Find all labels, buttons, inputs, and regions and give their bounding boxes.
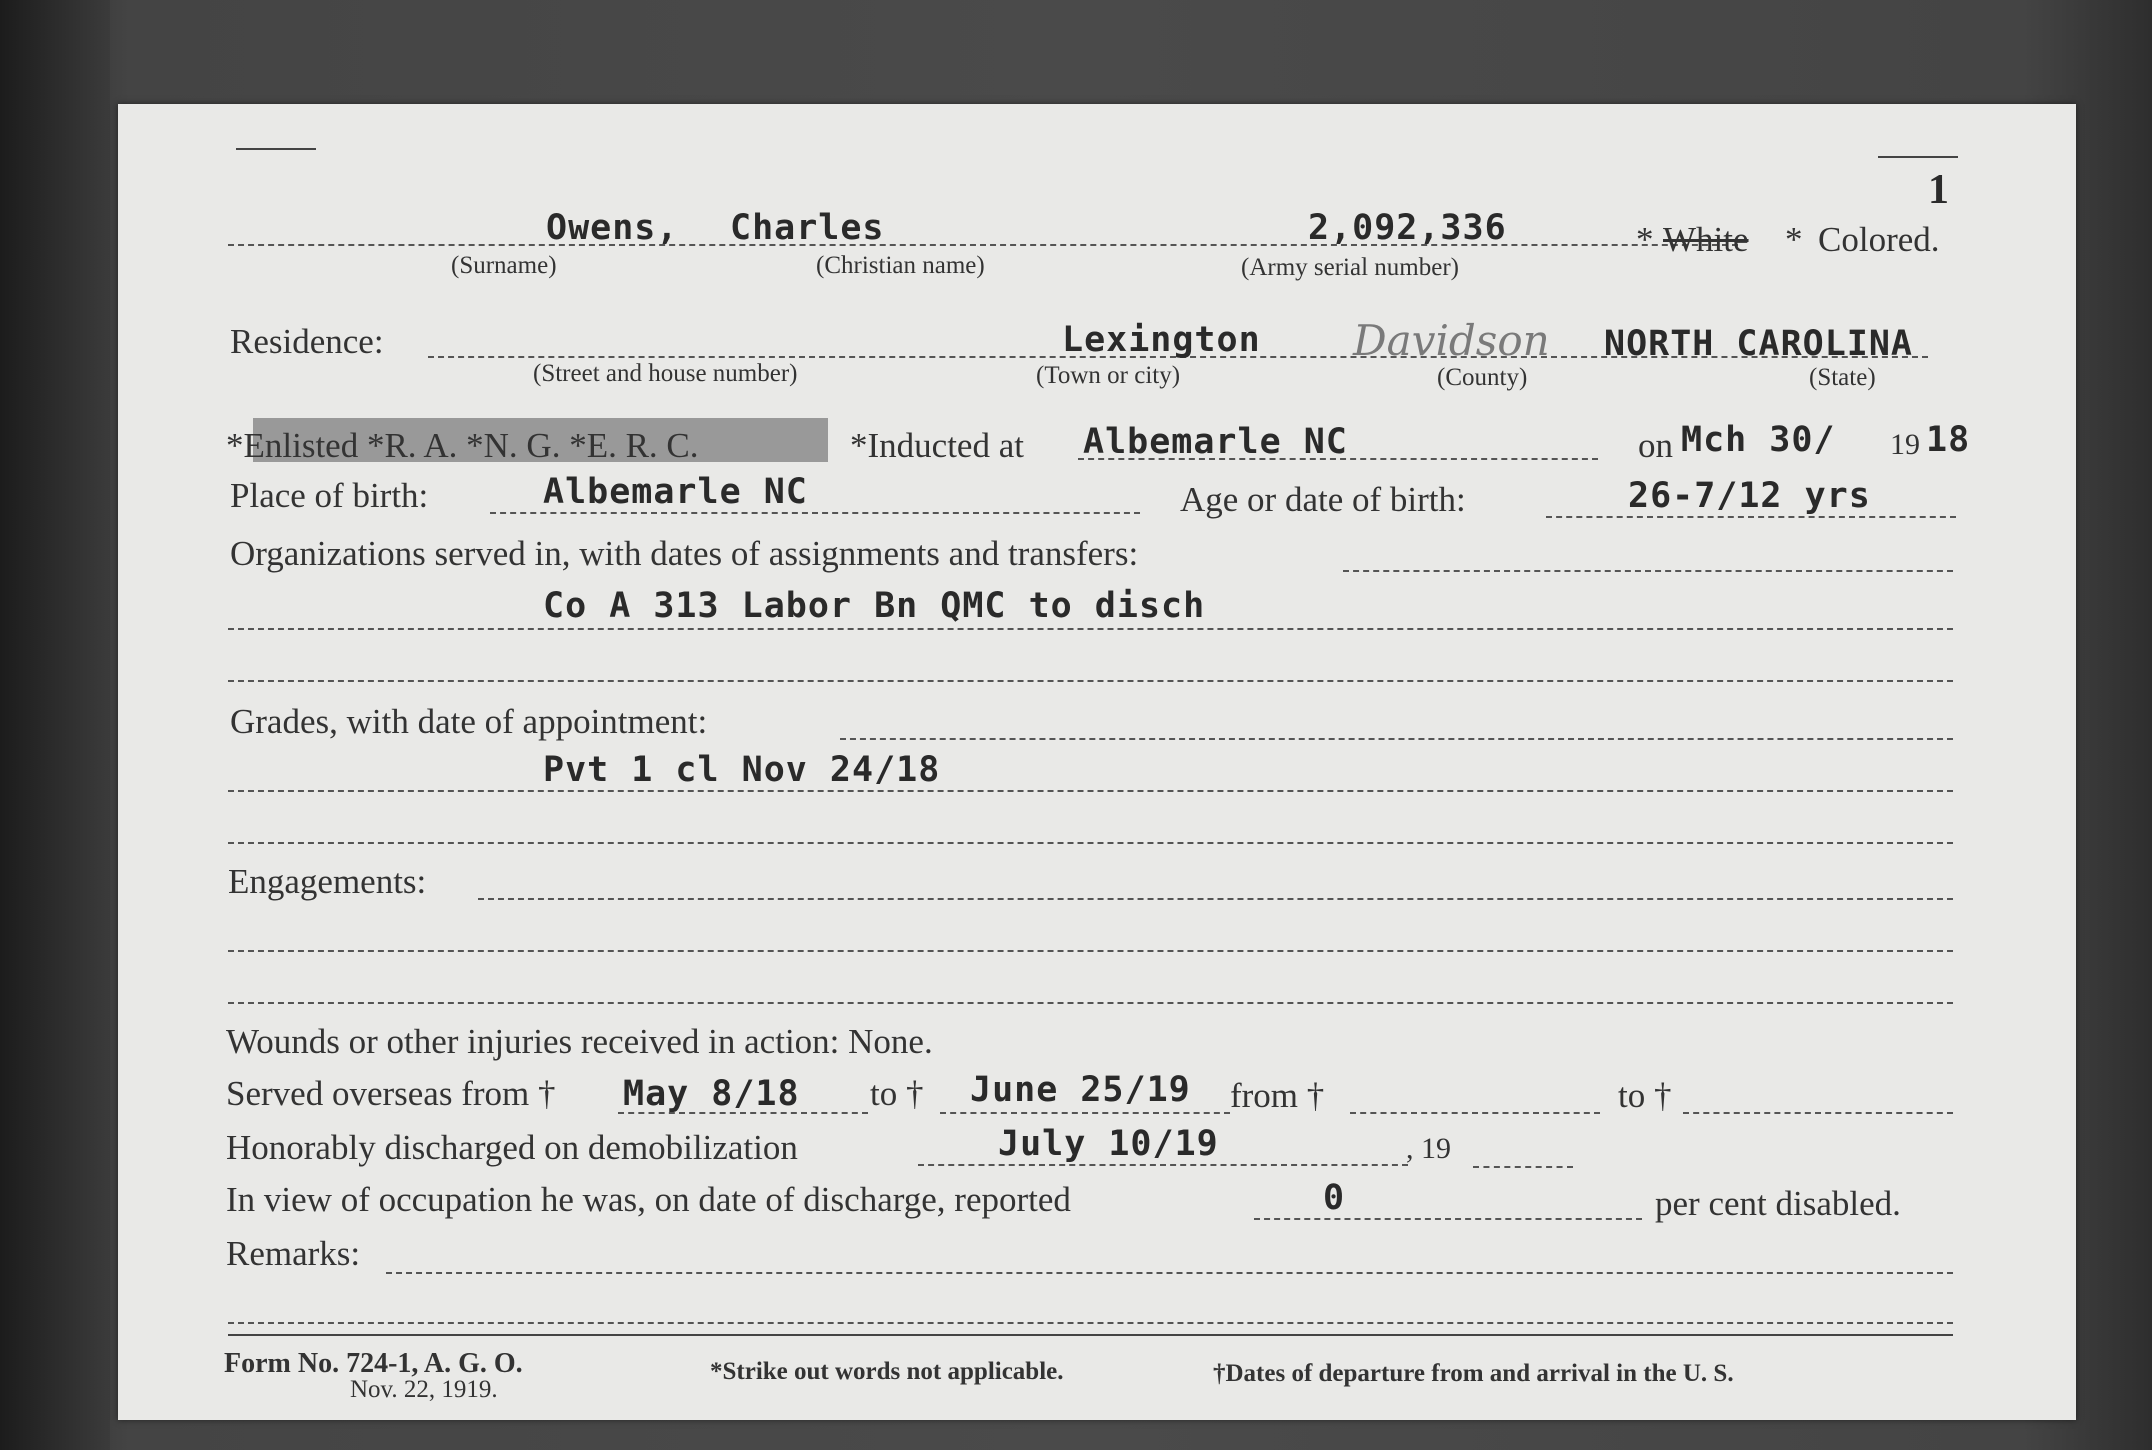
overseas-from-line-2 xyxy=(1350,1112,1600,1114)
town-label: (Town or city) xyxy=(1036,362,1181,389)
place-of-birth-label: Place of birth: xyxy=(230,476,429,515)
overseas-from-value: May 8/18 xyxy=(623,1074,800,1114)
grades-value: Pvt 1 cl Nov 24/18 xyxy=(543,750,941,790)
serial-number-value: 2,092,336 xyxy=(1308,208,1507,248)
remarks-label: Remarks: xyxy=(226,1234,361,1273)
disability-line xyxy=(1254,1218,1642,1220)
place-of-birth-value: Albemarle NC xyxy=(543,472,808,512)
overseas-to-line xyxy=(940,1112,1230,1114)
remarks-line xyxy=(386,1272,1953,1274)
state-label: (State) xyxy=(1809,364,1876,391)
grades-label: Grades, with date of appointment: xyxy=(230,702,708,741)
enlistment-options: *Enlisted *R. A. *N. G. *E. R. C. xyxy=(226,426,699,465)
grades-line xyxy=(840,738,1953,740)
place-of-birth-line xyxy=(490,512,1140,514)
card-number: 1 xyxy=(1928,167,1949,213)
age-line xyxy=(1546,516,1956,518)
discharge-date: July 10/19 xyxy=(998,1124,1219,1164)
disability-suffix: per cent disabled. xyxy=(1655,1184,1901,1223)
race-white: White xyxy=(1663,220,1749,259)
form-date: Nov. 22, 1919. xyxy=(350,1376,498,1403)
residence-town: Lexington xyxy=(1062,320,1261,360)
age-label: Age or date of birth: xyxy=(1180,480,1466,519)
christian-name-value: Charles xyxy=(730,208,885,248)
serial-number-label: (Army serial number) xyxy=(1241,254,1459,281)
wounds-label: Wounds or other injuries received in action: None. xyxy=(226,1022,933,1061)
engagements-line xyxy=(478,898,1953,900)
disability-label: In view of occupation he was, on date of discharge, reported xyxy=(226,1180,1071,1219)
organizations-value: Co A 313 Labor Bn QMC to disch xyxy=(543,586,1206,626)
strike-note: *Strike out words not applicable. xyxy=(710,1358,1064,1385)
race-colored: Colored. xyxy=(1818,220,1940,259)
county-label: (County) xyxy=(1437,364,1528,391)
organizations-line xyxy=(1343,570,1953,572)
scan-edge xyxy=(0,0,110,1450)
inducted-place: Albemarle NC xyxy=(1083,422,1348,462)
christian-name-label: (Christian name) xyxy=(816,252,985,279)
organizations-line-3 xyxy=(228,680,1953,682)
top-rule xyxy=(236,148,316,150)
street-label: (Street and house number) xyxy=(533,360,798,387)
inducted-date: Mch 30/ xyxy=(1681,420,1836,460)
discharge-label: Honorably discharged on demobilization xyxy=(226,1128,798,1167)
organizations-label: Organizations served in, with dates of assignments and transfers: xyxy=(230,534,1139,573)
disability-value: 0 xyxy=(1323,1178,1346,1218)
engagements-label: Engagements: xyxy=(228,862,427,901)
overseas-label: Served overseas from † xyxy=(226,1074,556,1113)
residence-county: Davidson xyxy=(1353,316,1550,365)
grades-line-2 xyxy=(228,790,1953,792)
engagements-line-3 xyxy=(228,1002,1953,1004)
engagements-line-2 xyxy=(228,950,1953,952)
residence-label: Residence: xyxy=(230,322,384,361)
surname-label: (Surname) xyxy=(451,252,557,279)
discharge-line xyxy=(918,1164,1408,1166)
service-record-card xyxy=(118,104,2076,1420)
overseas-to-line-2 xyxy=(1683,1112,1953,1114)
overseas-to-label-2: to † xyxy=(1618,1076,1672,1115)
organizations-line-2 xyxy=(228,628,1953,630)
footer-rule xyxy=(228,1334,1953,1336)
form-number: Form No. 724-1, A. G. O. xyxy=(224,1348,523,1379)
on-label: on xyxy=(1638,426,1673,465)
age-value: 26-7/12 yrs xyxy=(1628,476,1871,516)
grades-line-3 xyxy=(228,842,1953,844)
overseas-from-label-2: from † xyxy=(1230,1076,1325,1115)
discharge-year-line xyxy=(1473,1166,1573,1168)
residence-state: NORTH CAROLINA xyxy=(1604,324,1914,364)
discharge-year-label: , 19 xyxy=(1406,1132,1451,1165)
year-suffix: 18 xyxy=(1926,420,1971,460)
overseas-to-value: June 25/19 xyxy=(970,1070,1191,1110)
overseas-to-label: to † xyxy=(870,1074,924,1113)
race-star-2: * xyxy=(1785,220,1803,259)
surname-value: Owens, xyxy=(546,208,679,248)
year-prefix: 19 xyxy=(1890,428,1920,461)
dates-note: †Dates of departure from and arrival in the U. S. xyxy=(1213,1360,1734,1387)
remarks-line-2 xyxy=(228,1322,1953,1324)
inducted-label: *Inducted at xyxy=(850,426,1024,465)
race-star-1: * xyxy=(1636,220,1654,259)
name-line xyxy=(228,244,1738,246)
card-number-rule xyxy=(1878,156,1958,158)
